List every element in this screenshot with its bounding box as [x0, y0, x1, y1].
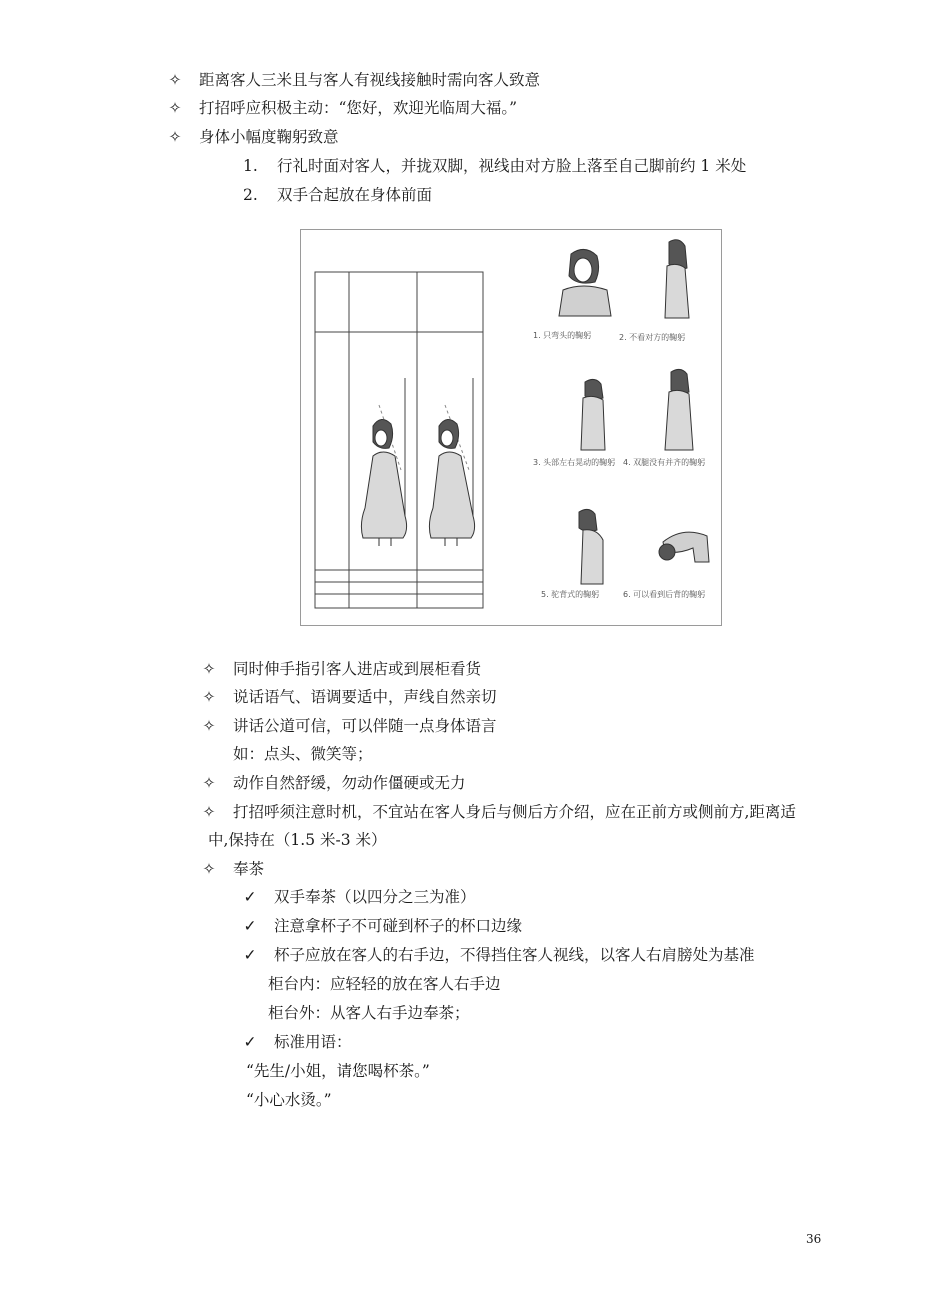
bowing-illustration-figure	[300, 229, 722, 626]
figure-caption: 1. 只弯头的鞠躬	[533, 331, 592, 340]
bullet-item	[199, 659, 481, 679]
bullet-item	[199, 802, 796, 822]
standing-woman-figure-1	[361, 405, 406, 546]
bow-example-head-only	[559, 249, 611, 316]
standard-phrase: “小心水烫。”	[246, 1091, 332, 1109]
figure-caption: 5. 驼背式的鞠躬	[541, 590, 600, 599]
bow-example-hunchback	[579, 509, 603, 584]
check-item	[240, 887, 476, 907]
bullet-item	[199, 859, 264, 879]
numbered-item	[243, 156, 746, 176]
item-text: 双手合起放在身体前面	[277, 186, 433, 204]
bullet-text: 身体小幅度鞠躬致意	[199, 128, 339, 146]
sub-line: 柜台外：从客人右手边奉茶；	[268, 1004, 470, 1022]
bullet-text: 同时伸手指引客人进店或到展柜看货	[233, 660, 482, 678]
bullet-item	[199, 716, 497, 736]
figure-caption: 4. 双腿没有并齐的鞠躬	[623, 458, 706, 467]
bullet-item	[199, 687, 497, 707]
bow-example-not-looking	[665, 240, 689, 318]
diamond-bullet-icon: ✧	[202, 717, 216, 735]
item-text: 行礼时面对客人，并拢双脚，视线由对方脸上落至自己脚前约 1 米处	[277, 157, 747, 175]
checkmark-icon: ✓	[243, 1033, 257, 1051]
standing-woman-figure-2	[429, 405, 474, 546]
bullet-text: 讲话公道可信，可以伴随一点身体语言	[233, 717, 497, 735]
checkmark-icon: ✓	[243, 888, 257, 906]
checkmark-icon: ✓	[243, 917, 257, 935]
figure-caption: 2. 不看对方的鞠躬	[619, 333, 686, 342]
bow-example-back-visible	[659, 532, 709, 562]
bullet-continuation: 中,保持在（1.5 米-3 米）	[208, 831, 387, 849]
check-text: 双手奉茶（以四分之三为准）	[274, 888, 476, 906]
sub-line: 柜台内：应轻轻的放在客人右手边	[268, 975, 501, 993]
bullet-text: 打招呼应积极主动：“您好，欢迎光临周大福。”	[199, 99, 518, 117]
figure-caption: 3. 头部左右晃动的鞠躬	[533, 458, 616, 467]
section-title: 奉茶	[233, 860, 265, 878]
item-number: 1.	[243, 157, 258, 175]
checkmark-icon: ✓	[243, 946, 257, 964]
diamond-bullet-icon: ✧	[202, 860, 216, 878]
bullet-item	[199, 773, 466, 793]
bullet-text: 动作自然舒缓，勿动作僵硬或无力	[233, 774, 466, 792]
figure-caption: 6. 可以看到后背的鞠躬	[623, 590, 706, 599]
check-text: 杯子应放在客人的右手边，不得挡住客人视线，以客人右肩膀处为基准	[274, 946, 755, 964]
diamond-bullet-icon: ✧	[202, 660, 216, 678]
standard-phrase: “先生/小姐，请您喝杯茶。”	[246, 1062, 430, 1080]
page-number: 36	[806, 1232, 822, 1246]
diamond-bullet-icon: ✧	[168, 99, 182, 117]
bow-example-head-swaying	[581, 379, 605, 450]
check-item	[240, 945, 755, 965]
bullet-item	[165, 127, 339, 147]
bullet-item	[165, 98, 517, 118]
bullet-text: 说话语气、语调要适中，声线自然亲切	[233, 688, 497, 706]
check-item	[240, 916, 522, 936]
bullet-note: 如：点头、微笑等；	[233, 745, 373, 763]
check-text: 标准用语：	[274, 1033, 352, 1051]
diamond-bullet-icon: ✧	[202, 688, 216, 706]
bow-example-legs-apart	[665, 369, 693, 450]
bullet-item	[165, 70, 540, 90]
bullet-text: 打招呼须注意时机，不宜站在客人身后与侧后方介绍，应在正前方或侧前方,距离适	[233, 803, 796, 821]
diamond-bullet-icon: ✧	[202, 803, 216, 821]
bowing-illustration	[301, 230, 721, 625]
item-number: 2.	[243, 186, 258, 204]
bullet-text: 距离客人三米且与客人有视线接触时需向客人致意	[199, 71, 541, 89]
check-item	[240, 1032, 352, 1052]
check-text: 注意拿杯子不可碰到杯子的杯口边缘	[274, 917, 523, 935]
numbered-item	[243, 185, 432, 205]
diamond-bullet-icon: ✧	[202, 774, 216, 792]
diamond-bullet-icon: ✧	[168, 71, 182, 89]
diamond-bullet-icon: ✧	[168, 128, 182, 146]
